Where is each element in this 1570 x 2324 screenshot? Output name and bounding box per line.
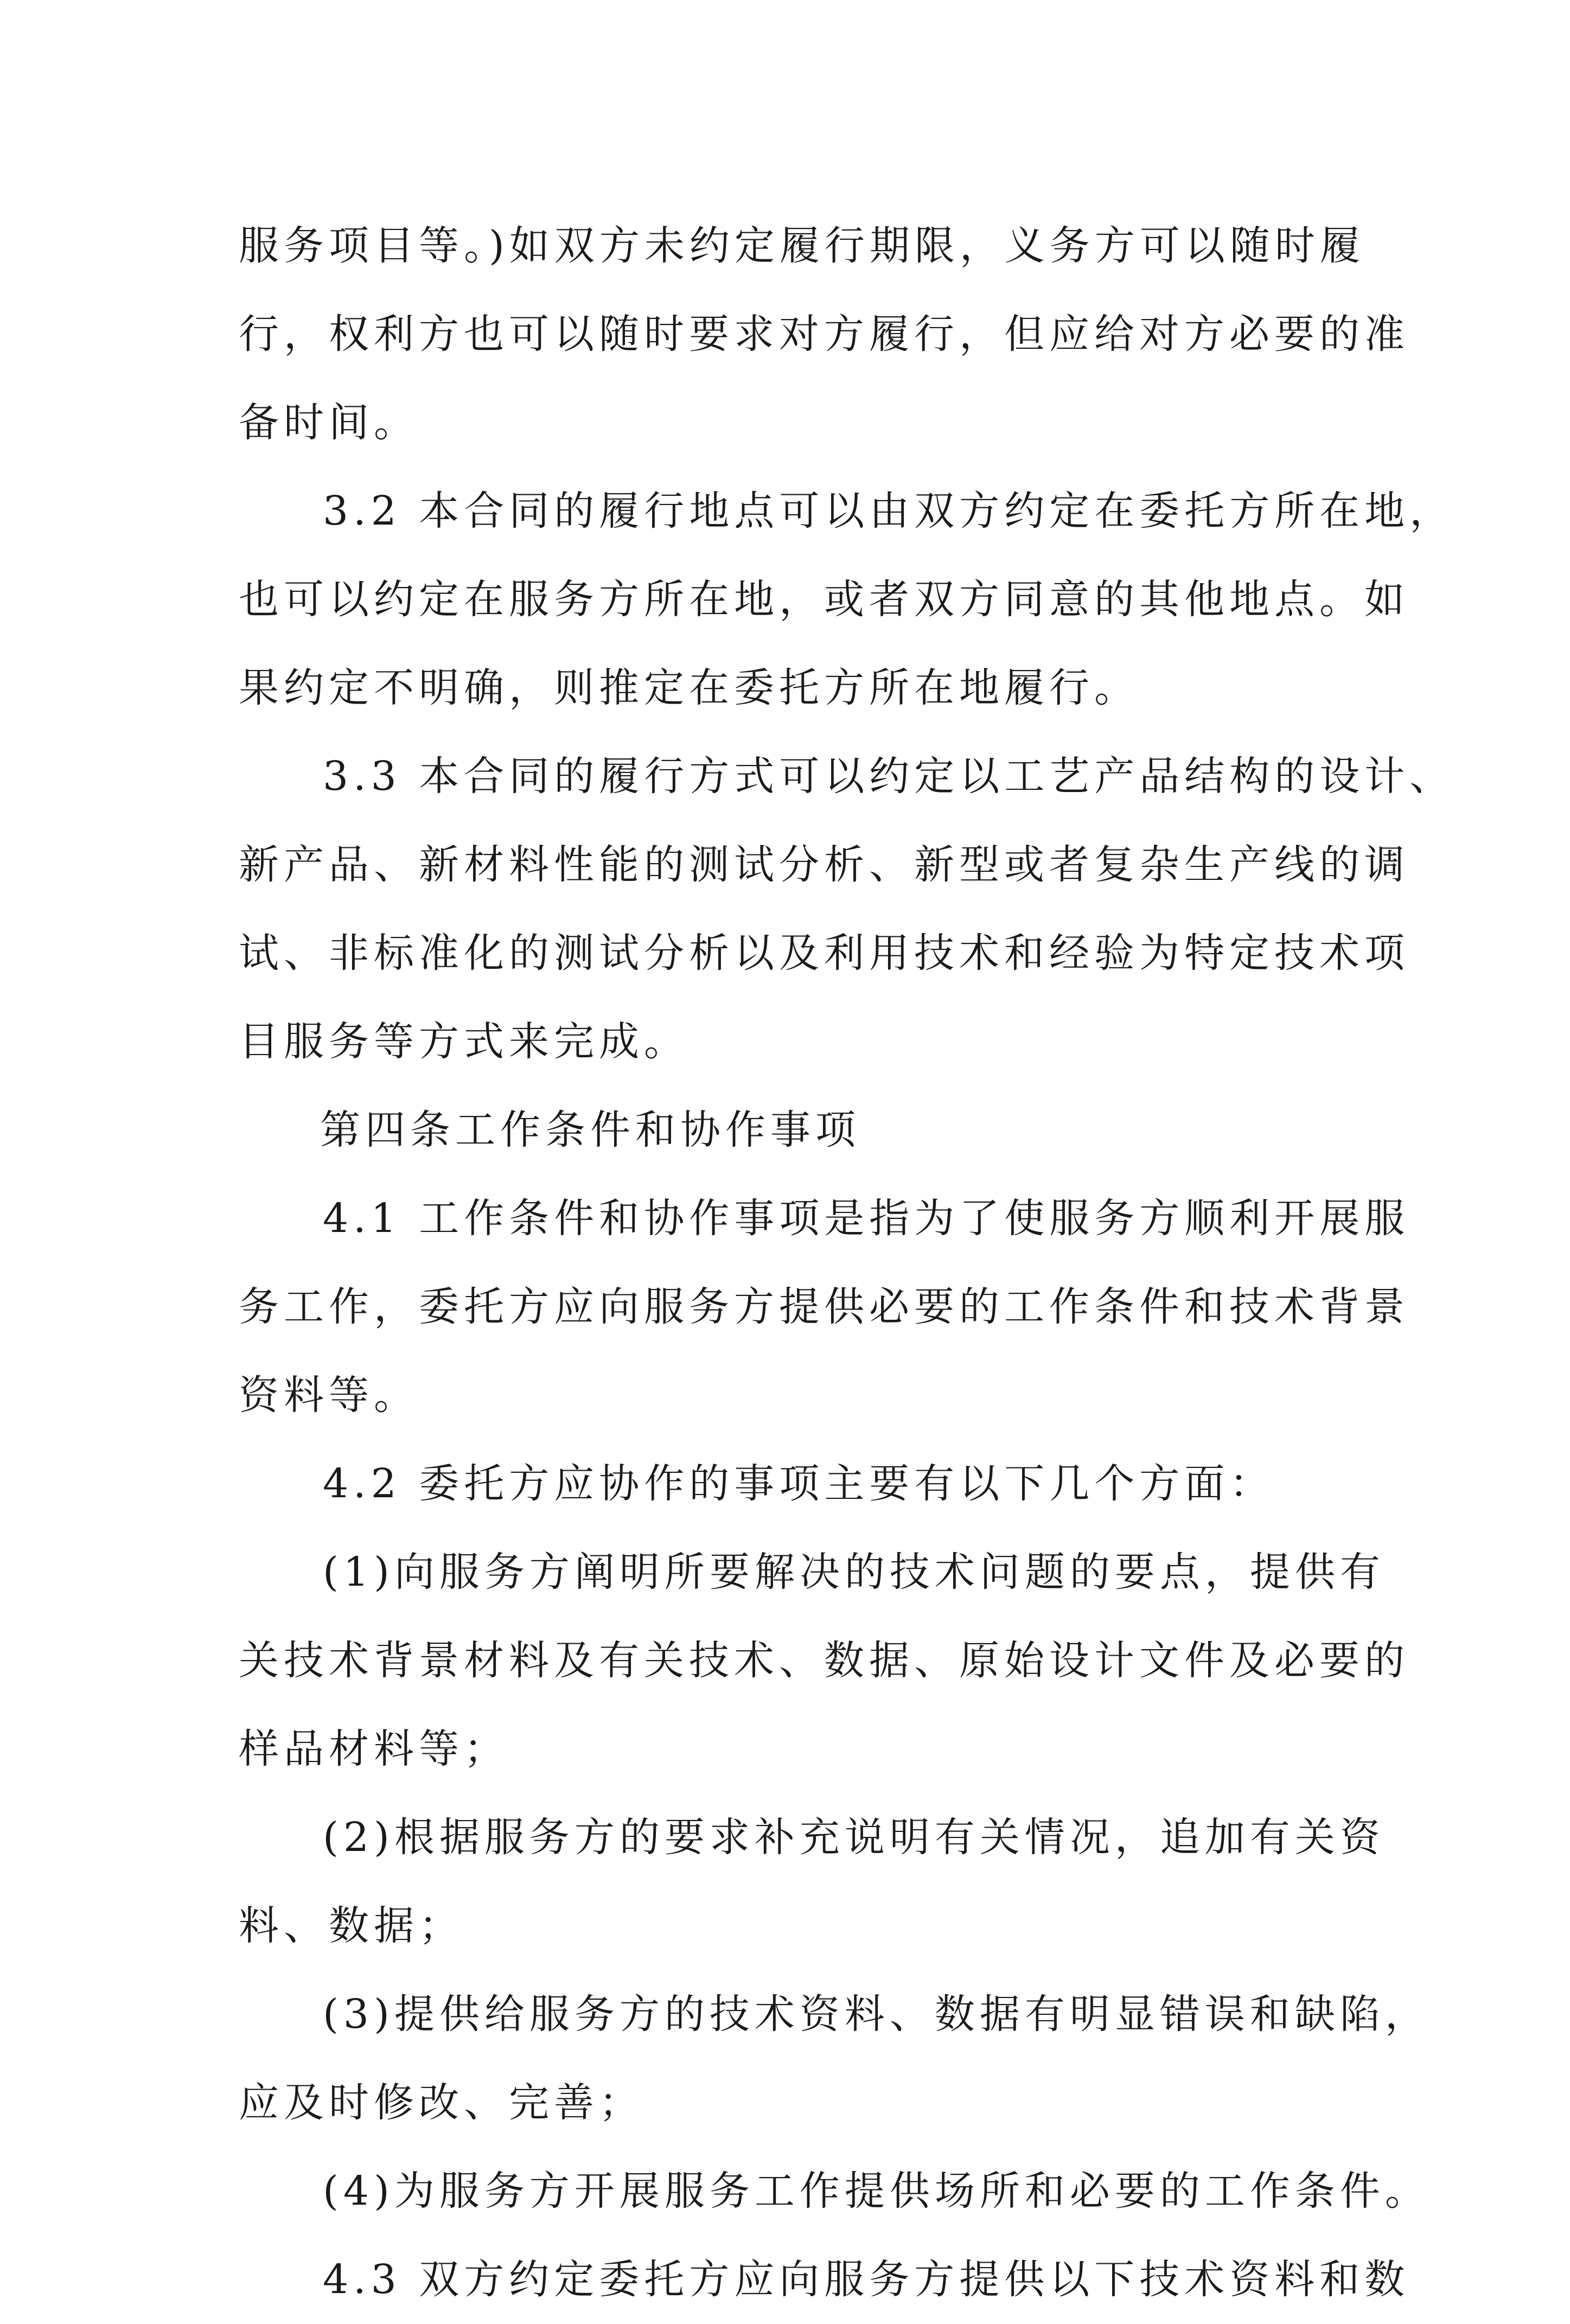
item-2-line: (2)根据服务方的要求补充说明有关情况，追加有关资 <box>323 1814 1385 1861</box>
clause-4-3-line: 4.3 双方约定委托方应向服务方提供以下技术资料和数 <box>323 2256 1410 2303</box>
text-line: 果约定不明确，则推定在委托方所在地履行。 <box>239 665 1139 711</box>
body-text <box>239 202 1455 2324</box>
text-line: 服务项目等。)如双方未约定履行期限，义务方可以随时履 <box>239 222 1365 269</box>
section-heading: 第四条工作条件和协作事项 <box>320 1107 860 1153</box>
item-1-line: (1)向服务方阐明所要解决的技术问题的要点，提供有 <box>323 1549 1385 1595</box>
text-line: 行，权利方也可以随时要求对方履行，但应给对方必要的准 <box>239 311 1409 357</box>
text-line: 目服务等方式来完成。 <box>239 1018 689 1065</box>
clause-3-2-line: 3.2 本合同的履行地点可以由双方约定在委托方所在地， <box>323 488 1455 534</box>
clause-3-3-line: 3.3 本合同的履行方式可以约定以工艺产品结构的设计、 <box>323 753 1455 800</box>
text-line: 务工作，委托方应向服务方提供必要的工作条件和技术背景 <box>239 1284 1409 1330</box>
text-line: 关技术背景材料及有关技术、数据、原始设计文件及必要的 <box>239 1637 1409 1684</box>
text-line: 新产品、新材料性能的测试分析、新型或者复杂生产线的调 <box>239 841 1409 888</box>
text-line: 料、数据； <box>239 1902 464 1949</box>
text-line: 样品材料等； <box>239 1726 509 1772</box>
text-line: 也可以约定在服务方所在地，或者双方同意的其他地点。如 <box>239 576 1409 623</box>
item-3-line: (3)提供给服务方的技术资料、数据有明显错误和缺陷， <box>323 1991 1430 2038</box>
text-line: 资料等。 <box>239 1372 419 1419</box>
text-line: 应及时修改、完善； <box>239 2079 644 2126</box>
item-4-line: (4)为服务方开展服务工作提供场所和必要的工作条件。 <box>323 2168 1430 2214</box>
clause-4-2-line: 4.2 委托方应协作的事项主要有以下几个方面： <box>323 1460 1275 1507</box>
text-line: 备时间。 <box>239 399 419 446</box>
text-line: 试、非标准化的测试分析以及利用技术和经验为特定技术项 <box>239 930 1409 976</box>
clause-4-1-line: 4.1 工作条件和协作事项是指为了使服务方顺利开展服 <box>323 1195 1410 1242</box>
